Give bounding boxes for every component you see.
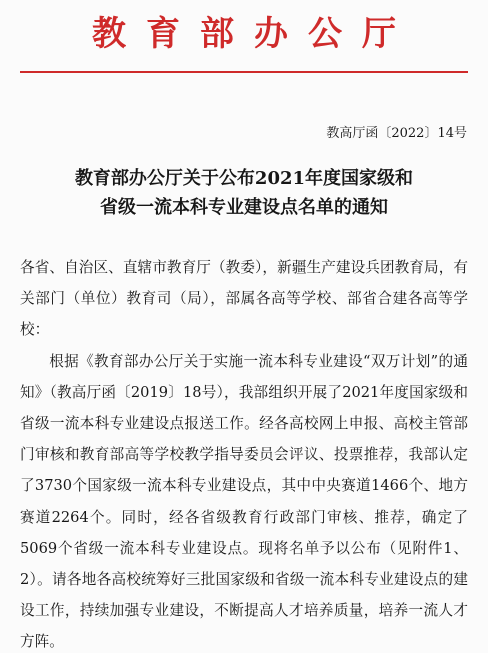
document-title-line-2: 省级一流本科专业建设点名单的通知	[100, 197, 388, 218]
body-paragraph-1: 根据《教育部办公厅关于实施一流本科专业建设“双万计划”的通知》（教高厅函〔2019〕18号），我部组织开展了2021年度国家级和省级一流本科专业建设点报送工作。经各高校网上申报、高校主管部门审核和教育部高等学校教学指导委员会评议、投票推荐，我部认定了3730个国家级一流本科专业建设点，其中中央赛道1466个、地方赛道2264个。同时，经各省级教育行政部门审核、推荐，确定了5069个省级一流本科专业建设点。现将名单予以公布（见附件1、2）。请各地各高校统筹好三批国家级和省级一流本科专业建设点的建设工作，持续加强专业建设，不断提高人才培养质量，培养一流人才方阵。	[20, 352, 468, 651]
header-red-rule	[20, 71, 468, 73]
issuing-office-header: 教育部办公厅	[92, 14, 416, 54]
addressee-paragraph: 各省、自治区、直辖市教育厅（教委），新疆生产建设兵团教育局，有关部门（单位）教育司（局），部属各高等学校、部省合建各高等学校：	[20, 259, 468, 339]
document-title	[20, 164, 468, 222]
document-body	[20, 252, 468, 653]
document-title-line-1: 教育部办公厅关于公布2021年度国家级和	[74, 168, 414, 189]
document-number: 教高厅函〔2022〕14号	[326, 126, 467, 141]
